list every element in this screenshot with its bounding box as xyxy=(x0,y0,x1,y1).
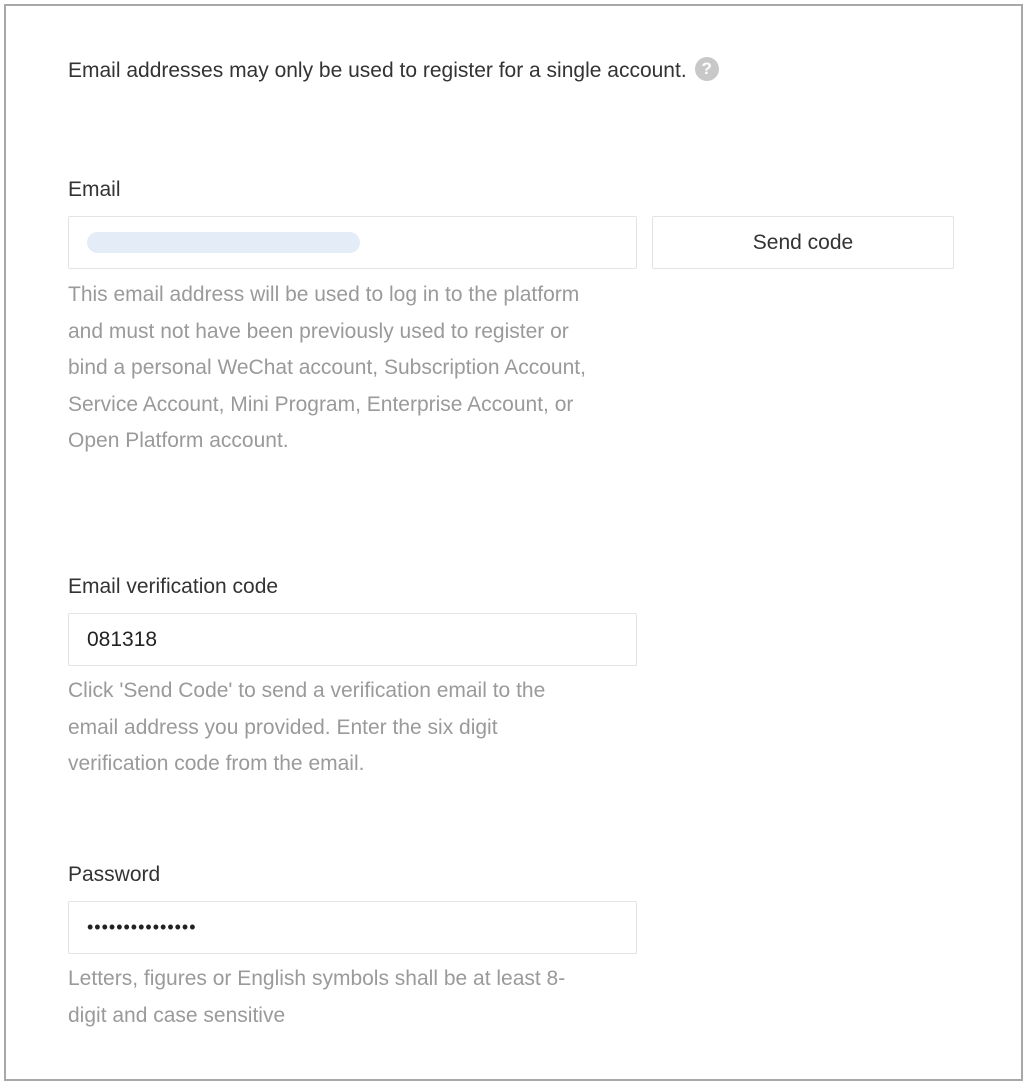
email-label: Email xyxy=(68,178,121,201)
redacted-email xyxy=(87,232,360,253)
email-hint: This email address will be used to log in to the platform and must not have been previously used to register or bind a personal WeChat account, Subscription Account, Service Account, Mini Program, Enterprise Account, or Open Platform account. xyxy=(68,283,586,452)
password-hint: Letters, figures or English symbols shall be at least 8-digit and case sensitive xyxy=(68,967,566,1027)
password-field[interactable]: ••••••••••••••• xyxy=(68,901,637,954)
verification-code-hint: Click 'Send Code' to send a verification email to the email address you provided. Enter the six digit verification code from the email. xyxy=(68,679,546,775)
question-circle-icon[interactable]: ? xyxy=(695,57,719,81)
verification-code-field[interactable]: 081318 xyxy=(68,613,637,666)
notice xyxy=(68,56,719,86)
send-code-button[interactable]: Send code xyxy=(652,216,954,269)
email-field[interactable] xyxy=(68,216,637,269)
password-label: Password xyxy=(68,863,161,886)
notice-text: Email addresses may only be used to register for a single account. xyxy=(68,59,687,82)
verification-code-label: Email verification code xyxy=(68,575,279,598)
